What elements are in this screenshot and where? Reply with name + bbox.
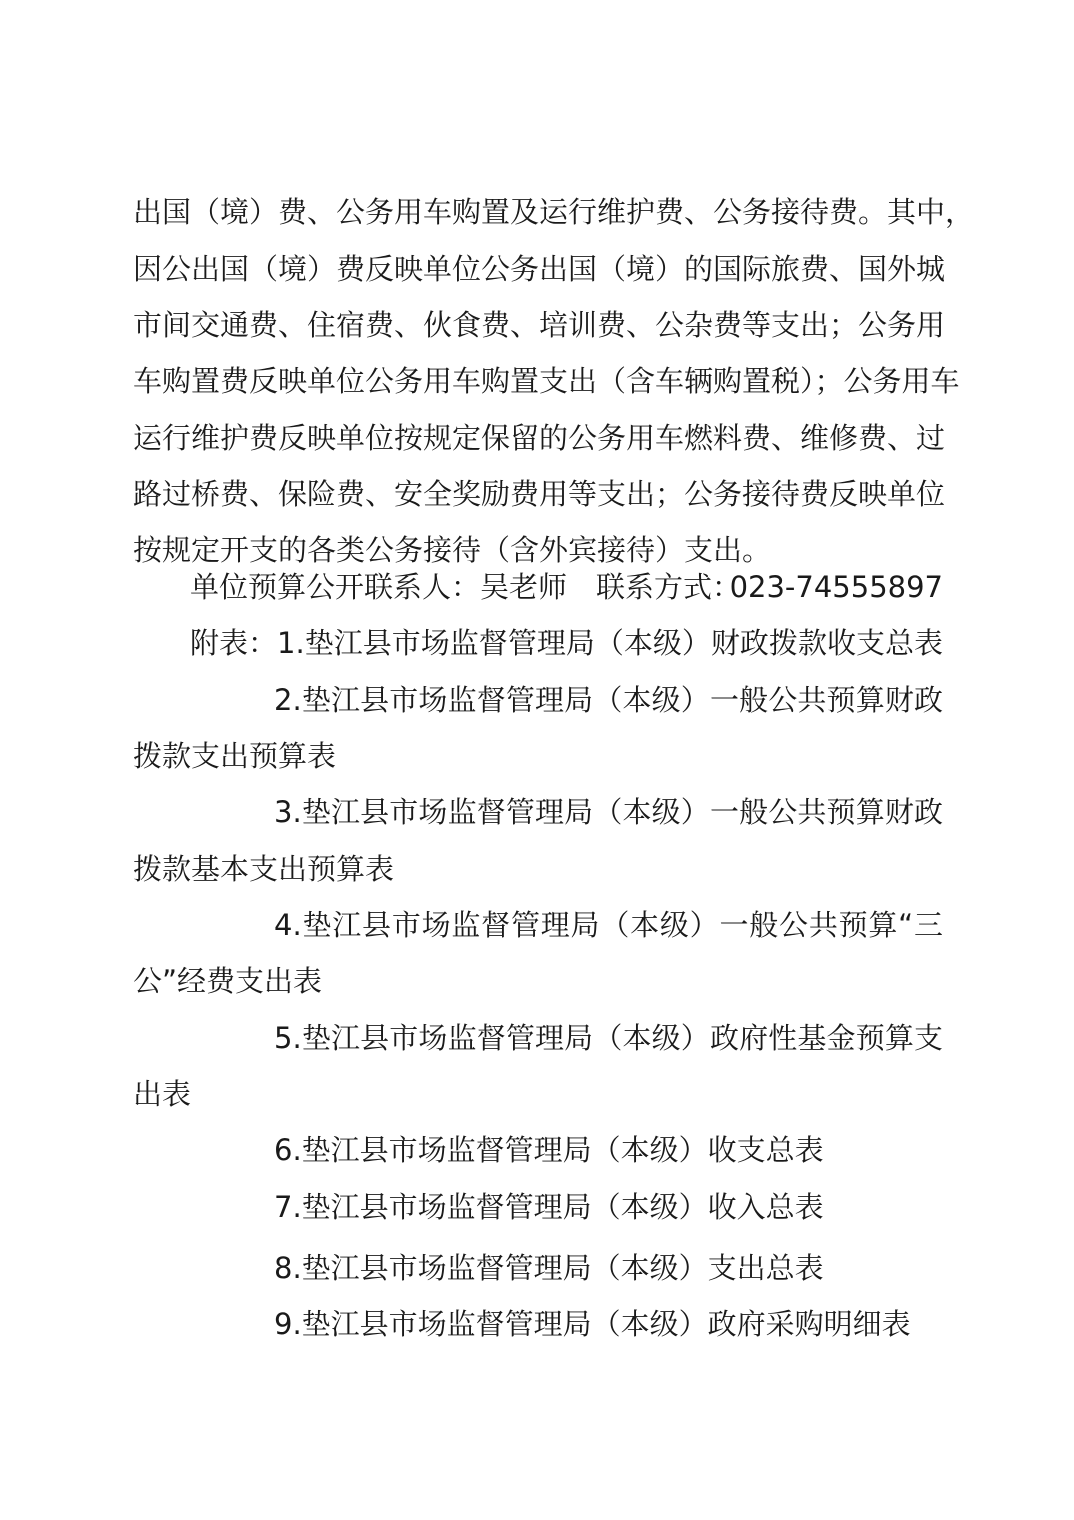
paragraph-line-4: 车购置费反映单位公务用车购置支出（含车辆购置税）；公务用车 — [133, 364, 960, 398]
attachment-item-2-cont: 拨款支出预算表 — [133, 739, 337, 773]
contact-phone: 023-74555897 — [729, 570, 943, 604]
attachment-item-5: 5.垫江县市场监督管理局（本级）政府性基金预算支 — [274, 1021, 943, 1055]
attachment-item-4-cont: 公”经费支出表 — [133, 964, 323, 998]
paragraph-line-1: 出国（境）费、公务用车购置及运行维护费、公务接待费。其中， — [133, 195, 975, 229]
attachment-item-3: 3.垫江县市场监督管理局（本级）一般公共预算财政 — [274, 795, 943, 829]
paragraph-line-5: 运行维护费反映单位按规定保留的公务用车燃料费、维修费、过 — [133, 421, 946, 455]
paragraph-line-3: 市间交通费、住宿费、伙食费、培训费、公杂费等支出；公务用 — [133, 308, 946, 342]
attachment-item-5-cont: 出表 — [133, 1077, 192, 1111]
attachment-item-4: 4.垫江县市场监督管理局（本级）一般公共预算“三 — [274, 908, 943, 942]
attachment-item-7: 7.垫江县市场监督管理局（本级）收入总表 — [274, 1190, 824, 1224]
paragraph-line-6: 路过桥费、保险费、安全奖励费用等支出；公务接待费反映单位 — [133, 477, 946, 511]
attachment-item-2: 2.垫江县市场监督管理局（本级）一般公共预算财政 — [274, 683, 943, 717]
paragraph-line-7: 按规定开支的各类公务接待（含外宾接待）支出。 — [133, 533, 772, 567]
attachment-item-6: 6.垫江县市场监督管理局（本级）收支总表 — [274, 1133, 824, 1167]
attachment-item-9: 9.垫江县市场监督管理局（本级）政府采购明细表 — [274, 1307, 911, 1341]
attachment-item-8: 8.垫江县市场监督管理局（本级）支出总表 — [274, 1251, 824, 1285]
contact-line — [190, 569, 943, 605]
contact-label: 单位预算公开联系人：吴老师 联系方式： — [190, 570, 742, 604]
attachment-item-3-cont: 拨款基本支出预算表 — [133, 852, 395, 886]
paragraph-line-2: 因公出国（境）费反映单位公务出国（境）的国际旅费、国外城 — [133, 252, 946, 286]
attachment-item-1: 附表：1.垫江县市场监督管理局（本级）财政拨款收支总表 — [190, 626, 943, 660]
